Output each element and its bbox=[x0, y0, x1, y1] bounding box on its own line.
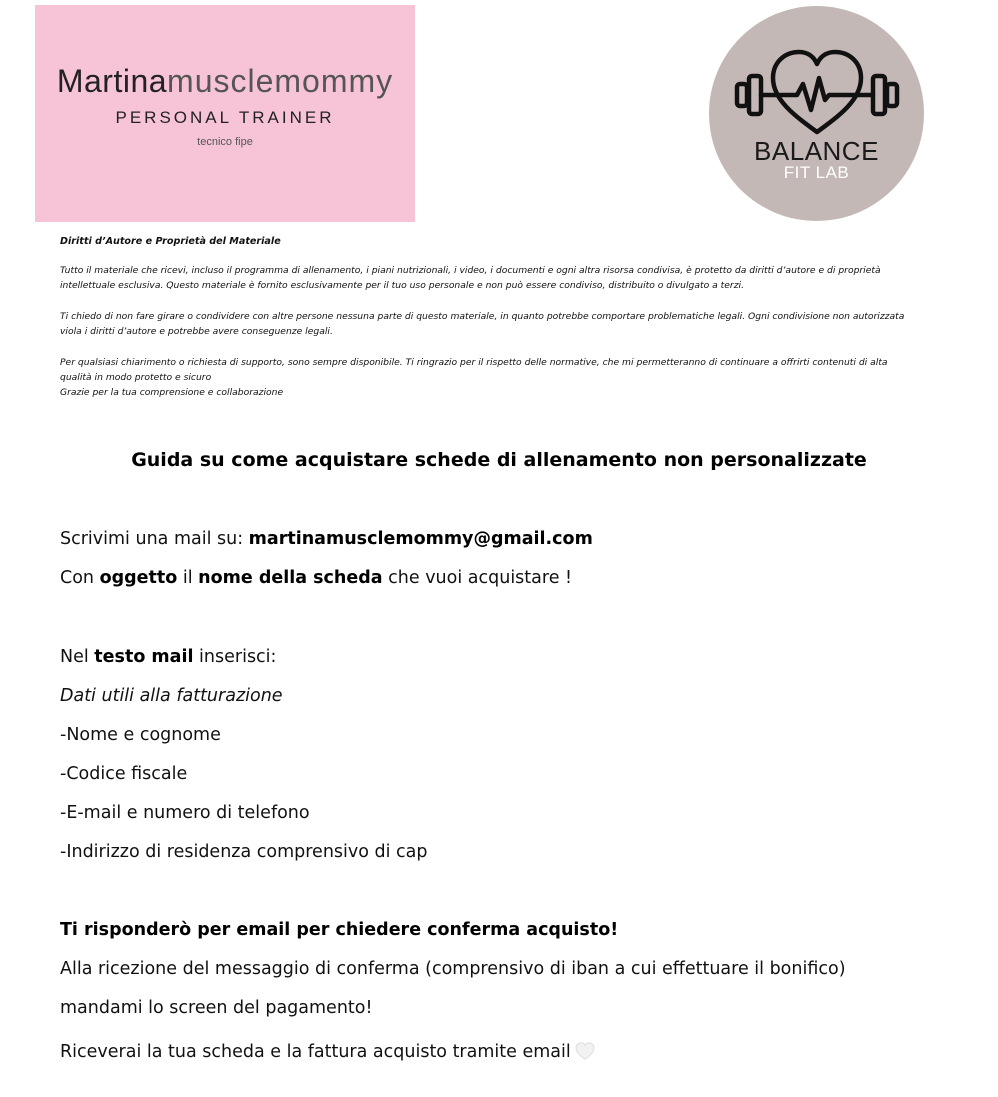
subject-instruction bbox=[60, 568, 572, 588]
guide-title: Guida su come acquistare schede di allenamento non personalizzate bbox=[131, 449, 867, 471]
final-text: Riceverai la tua scheda e la fattura acquisto tramite email bbox=[60, 1042, 571, 1062]
billing-heading: Dati utili alla fatturazione bbox=[60, 686, 283, 706]
final-line bbox=[60, 1042, 595, 1062]
copyright-section bbox=[60, 234, 910, 400]
body-keyword: testo mail bbox=[94, 647, 194, 667]
email-instruction bbox=[60, 529, 593, 549]
subject-pre: Con bbox=[60, 568, 100, 588]
copyright-paragraph-2: Ti chiedo di non fare girare o condividere con altre persone nessuna parte di questo materiale, in quanto potrebbe comportare problematiche legali. Ogni condivisione non autorizzata viola i diritti d’autore e potrebbe avere conseguenze legali. bbox=[60, 311, 905, 337]
heart-dumbbell-icon bbox=[733, 44, 901, 136]
brand-name-light: musclemommy bbox=[167, 63, 394, 99]
brand-name bbox=[35, 63, 415, 100]
subject-mid: il bbox=[177, 568, 199, 588]
email-prefix: Scrivimi una mail su: bbox=[60, 529, 249, 549]
logo-subtitle: FIT LAB bbox=[783, 163, 850, 182]
field-address: -Indirizzo di residenza comprensivo di cap bbox=[60, 842, 428, 862]
body-instruction bbox=[60, 647, 276, 667]
body-pre: Nel bbox=[60, 647, 95, 667]
copyright-paragraph-3-line-2: Grazie per la tua comprensione e collaborazione bbox=[60, 387, 284, 398]
logo-name: BALANCE bbox=[754, 136, 879, 166]
copyright-title: Diritti d’Autore e Proprietà del Materiale bbox=[60, 236, 281, 247]
subject-keyword: oggetto bbox=[99, 568, 178, 588]
body-post: inserisci: bbox=[193, 647, 277, 667]
white-heart-icon bbox=[575, 1042, 595, 1060]
copyright-paragraph-1: Tutto il materiale che ricevi, incluso il programma di allenamento, i piani nutrizionali, i video, i documenti e ogni altra risorsa condivisa, è protetto da diritti d’autore e di proprietà intellettuale esclusiva. Questo materiale è fornito esclusivamente per il tuo uso personale e non può essere condiviso, distribuito o divulgato a terzi. bbox=[60, 265, 881, 291]
brand-banner bbox=[35, 5, 415, 222]
reply-heading: Ti risponderò per email per chiedere conferma acquisto! bbox=[60, 920, 619, 940]
email-address: martinamusclemommy@gmail.com bbox=[248, 529, 593, 549]
brand-role: PERSONAL TRAINER bbox=[115, 108, 335, 127]
brand-name-bold: Martina bbox=[56, 63, 168, 99]
brand-subtitle: tecnico fipe bbox=[197, 136, 253, 148]
balance-fit-lab-logo bbox=[709, 6, 924, 221]
subject-post: che vuoi acquistare ! bbox=[382, 568, 573, 588]
field-email-phone: -E-mail e numero di telefono bbox=[60, 803, 310, 823]
subject-sheet-name: nome della scheda bbox=[198, 568, 383, 588]
copyright-paragraph-3-line-1: Per qualsiasi chiarimento o richiesta di supporto, sono sempre disponibile. Ti ringrazio per il rispetto delle normative, che mi permetteranno di continuare a offrirti contenuti di alta qualità in modo protetto e sicuro bbox=[60, 357, 888, 383]
field-name: -Nome e cognome bbox=[60, 725, 221, 745]
confirm-line-1: Alla ricezione del messaggio di conferma (comprensivo di iban a cui effettuare il bonifico) bbox=[60, 959, 846, 979]
field-tax-code: -Codice fiscale bbox=[60, 764, 188, 784]
confirm-line-2: mandami lo screen del pagamento! bbox=[60, 998, 373, 1018]
copyright-paragraph-3 bbox=[60, 355, 910, 400]
